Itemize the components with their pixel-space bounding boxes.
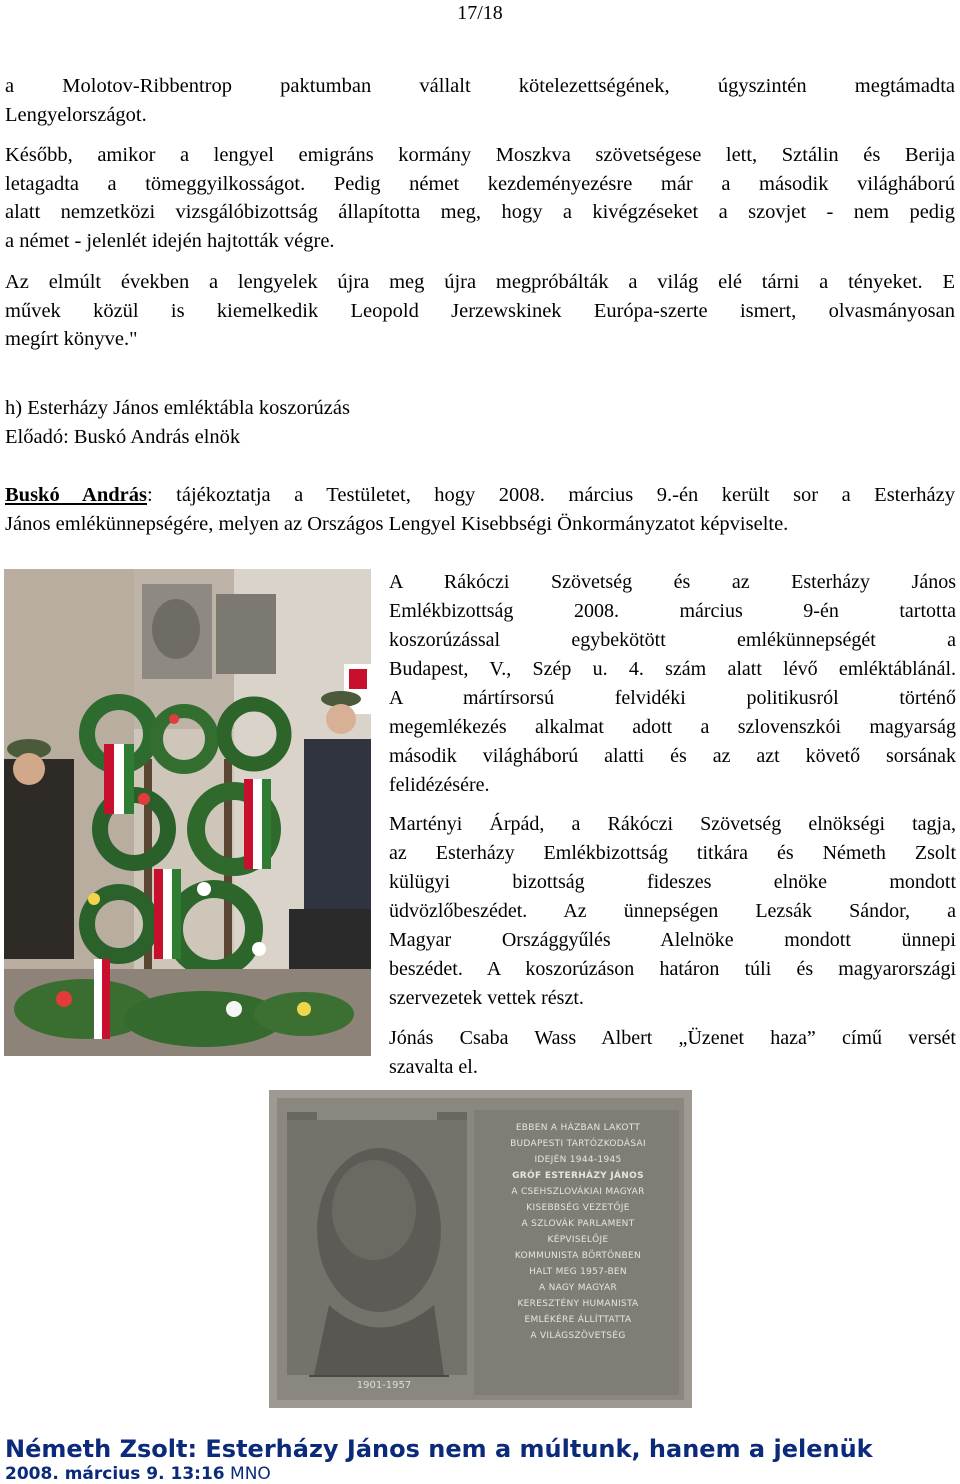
text-line: a Molotov-Ribbentrop paktumban vállalt kötelezettségének, úgyszintén megtámadta [5,75,955,97]
text-line: János emlékünnepségére, melyen az Országos Lengyel Kisebbségi Önkormányzatot képviselte. [5,512,789,535]
section-presenter: Előadó: Buskó András elnök [5,426,241,448]
text-line: megemlékezés alkalmat adott a szlovenszkói magyarság [389,716,956,738]
text-line: üdvözlőbeszédet. Az ünnepségen Lezsák Sándor, a [389,900,956,922]
article-title: Németh Zsolt: Esterházy János nem a múltunk, hanem a jelenük [5,1435,873,1463]
text-line: A Rákóczi Szövetség és az Esterházy János [389,571,956,593]
text-line: letagadta a tömeggyilkosságot. Pedig német kezdeményezésre már a második világháború [5,172,955,195]
plaque-line: BUDAPESTI TARTÓZKODÁSAI [510,1139,646,1149]
paragraph-1 [5,72,955,129]
text-line: A mártírsorsú felvidéki politikusról történő [389,687,956,709]
text-line: megírt könyve." [5,328,138,350]
page-number: 17/18 [457,2,503,24]
ceremony-paragraph-1 [389,568,956,800]
plaque-line: HALT MEG 1957-BEN [529,1267,627,1277]
text-line: Martényi Árpád, a Rákóczi Szövetség elnökségi tagja, [389,813,956,835]
article-date: 2008. március 9. 13:16 [5,1464,225,1484]
article-meta [5,1464,271,1484]
text-line: felidézésére. [389,774,490,796]
plaque-line: KÉPVISELŐJE [547,1235,609,1245]
text-line: Lengyelországot. [5,103,147,126]
text-line: szervezetek vettek részt. [389,987,584,1009]
text-line: Emlékbizottság 2008. március 9-én tartotta [389,600,956,622]
text-line: Jónás Csaba Wass Albert „Üzenet haza” című versét [389,1027,956,1049]
text-line: szavalta el. [389,1056,478,1078]
plaque-line: IDEJÉN 1944-1945 [534,1155,622,1165]
plaque-line: KISEBBSÉG VEZETŐJE [526,1203,630,1213]
section-heading: h) Esterházy János emléktábla koszorúzás [5,397,350,419]
text-line: Magyar Országgyűlés Alelnöke mondott ünnepi [389,929,956,951]
plaque-line: EBBEN A HÁZBAN LAKOTT [515,1123,641,1133]
text-line: az Esterházy Emlékbizottság titkára és Németh Zsolt [389,842,956,864]
text-line: beszédet. A koszorúzáson határon túli és magyarországi [389,958,956,980]
text-line: második világháború alatti és az azt követő sorsának [389,745,956,767]
ceremony-paragraph-2 [389,810,956,1013]
plaque-line: A CSEHSZLOVÁKIAI MAGYAR [511,1187,645,1197]
plaque-line: A VILÁGSZÖVETSÉG [530,1331,626,1341]
text-line: külügyi bizottság fideszes elnöke mondott [389,871,956,893]
text-line: Budapest, V., Szép u. 4. szám alatt lévő emléktáblánál. [389,658,956,680]
text-line [5,481,955,510]
intro-line1-rest: : tájékoztatja a Testületet, hogy 2008. március 9.-én került sor a Esterházy [146,484,955,506]
plaque-line: KOMMUNISTA BÖRTÖNBEN [514,1251,642,1261]
text-line: Később, amikor a lengyel emigráns kormány Moszkva szövetségese lett, Sztálin és Berija [5,144,955,166]
plaque-line: A SZLOVÁK PARLAMENT [521,1219,635,1229]
paragraph-2 [5,141,955,255]
article-source: MNO [224,1464,271,1484]
plaque-line: A NAGY MAGYAR [538,1283,618,1293]
plaque-years: 1901-1957 [356,1380,412,1391]
plaque-line: EMLÉKÉRE ÁLLÍTTATTA [524,1315,632,1325]
plaque-inscription [484,1120,672,1344]
text-line: Az elmúlt években a lengyelek újra meg újra megpróbálták a világ elé tárni a tényeket. E [5,271,955,293]
speaker-name: Buskó András [5,484,147,506]
ceremony-paragraph-3 [389,1024,956,1082]
plaque-line: GRÓF ESTERHÁZY JÁNOS [512,1171,644,1181]
plaque-line: KERESZTÉNY HUMANISTA [517,1299,639,1309]
wreath-ceremony-photo [4,569,371,1056]
memorial-plaque-photo [269,1090,692,1408]
intro-paragraph [5,481,955,538]
text-line: a német - jelenlét idején hajtották végre. [5,229,335,252]
text-line: művek közül is kiemelkedik Leopold Jerzewskinek Európa-szerte ismert, olvasmányosan [5,299,955,322]
paragraph-3 [5,268,955,354]
text-line: alatt nemzetközi vizsgálóbizottság állapította meg, hogy a kivégzéseket a szovjet - nem pedig [5,201,955,223]
text-line: koszorúzással egybekötött emlékünnepségét a [389,629,956,651]
